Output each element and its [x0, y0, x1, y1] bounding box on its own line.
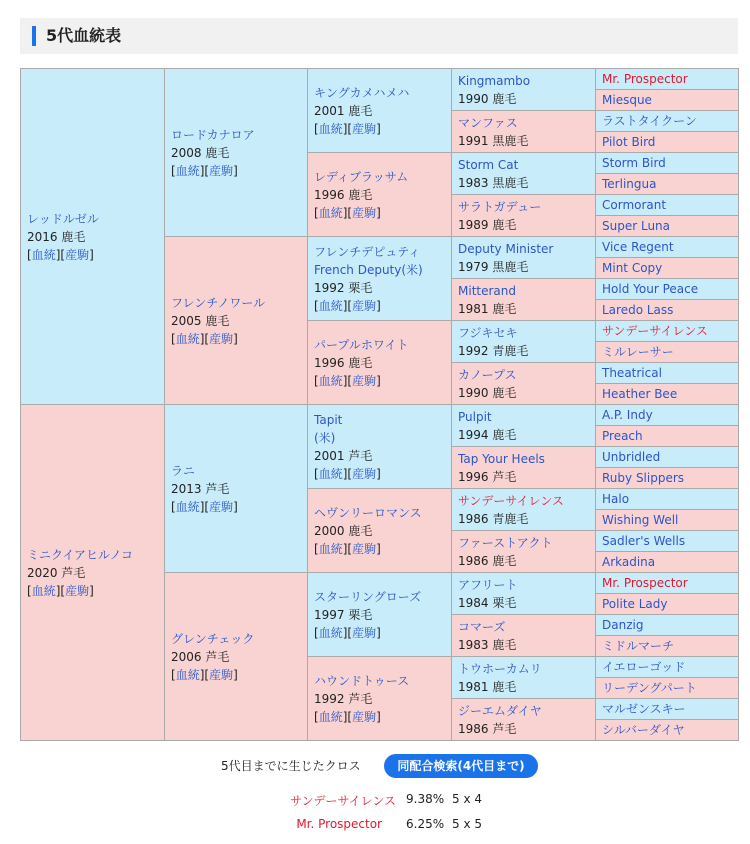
horse-name-link[interactable]: ジーエムダイヤ: [458, 703, 542, 718]
bracket-sep: ][: [199, 163, 210, 178]
horse-name-link[interactable]: ヘヴンリーロマンス: [314, 505, 422, 520]
horse-info: 2001 鹿毛: [314, 103, 373, 118]
horse-name-link[interactable]: Ruby Slippers: [602, 471, 685, 485]
horse-name-link[interactable]: Laredo Lass: [602, 303, 674, 317]
horse-info: 2020 芦毛: [27, 565, 86, 580]
horse-links: [314, 297, 445, 315]
horse-name-link[interactable]: フレンチデピュティ: [314, 244, 421, 259]
pedigree-link[interactable]: 血統: [175, 667, 200, 682]
bracket-sep: ][: [199, 331, 210, 346]
bracket-open: [: [27, 583, 32, 598]
bracket-close: ]: [376, 205, 381, 220]
horse-info: 1996 鹿毛: [314, 355, 373, 370]
pedigree-link[interactable]: 血統: [318, 205, 343, 220]
horse-cell: [165, 69, 308, 237]
header-accent-bar: [32, 26, 36, 46]
horse-cell: [596, 90, 739, 111]
horse-name-link[interactable]: Storm Cat: [458, 157, 519, 172]
bracket-close: ]: [376, 373, 381, 388]
horse-links: [171, 162, 301, 180]
horse-cell: [452, 363, 596, 405]
horse-info: 1983 鹿毛: [458, 637, 517, 652]
pedigree-row: [21, 69, 739, 90]
cross-row: [0, 792, 750, 810]
horse-cell: [308, 153, 452, 237]
horse-name-link[interactable]: ラストタイクーン: [602, 114, 697, 128]
horse-cell: [452, 489, 596, 531]
horse-links: [314, 624, 445, 642]
horse-cell: [452, 657, 596, 699]
same-mating-search-button[interactable]: 同配合検索(4代目まで): [384, 754, 538, 778]
bracket-close: ]: [233, 499, 238, 514]
horse-cell: [596, 510, 739, 531]
horse-cell: [596, 258, 739, 279]
horse-cell: [596, 132, 739, 153]
horse-cell: [452, 279, 596, 321]
horse-name-link[interactable]: Kingmambo: [458, 73, 531, 88]
horse-links: [314, 120, 445, 138]
pedigree-link[interactable]: 血統: [31, 247, 56, 262]
foals-link[interactable]: 産駒: [209, 499, 234, 514]
horse-name-link[interactable]: トウホーカムリ: [458, 661, 542, 676]
horse-name-link[interactable]: マンファス: [458, 115, 518, 130]
horse-cell: [596, 636, 739, 657]
horse-cell: [452, 573, 596, 615]
horse-cell: [596, 174, 739, 195]
horse-info: 1990 鹿毛: [458, 91, 517, 106]
bracket-sep: ][: [342, 373, 353, 388]
bracket-sep: ][: [199, 667, 210, 682]
bracket-open: [: [314, 121, 319, 136]
horse-cell: [596, 615, 739, 636]
horse-cell: [452, 615, 596, 657]
cross-generations: 5 x 4: [452, 792, 482, 806]
pedigree-link[interactable]: 血統: [318, 298, 343, 313]
horse-info: 1984 栗毛: [458, 595, 517, 610]
horse-info: 1992 青鹿毛: [458, 343, 529, 358]
horse-cell: [165, 405, 308, 573]
horse-name-link[interactable]: イエローゴッド: [602, 660, 686, 674]
pedigree-link[interactable]: 血統: [318, 466, 343, 481]
horse-name-link[interactable]: グレンチェック: [171, 631, 255, 646]
pedigree-table: [20, 68, 739, 741]
horse-links: [27, 582, 158, 600]
horse-name-link[interactable]: サンデーサイレンス: [602, 324, 708, 338]
cross-label: 5代目までに生じたクロス: [221, 759, 361, 773]
horse-name-link[interactable]: ラニ: [171, 463, 196, 478]
bracket-open: [: [171, 499, 176, 514]
horse-info: 2006 芦毛: [171, 649, 230, 664]
horse-links: [314, 204, 445, 222]
horse-name-link[interactable]: Heather Bee: [602, 387, 678, 401]
horse-name-link[interactable]: Vice Regent: [602, 240, 674, 254]
horse-name-link[interactable]: スターリングローズ: [314, 589, 422, 604]
horse-name-link[interactable]: Tapit: [314, 412, 343, 427]
horse-name-link[interactable]: フジキセキ: [458, 325, 518, 340]
horse-cell: [452, 699, 596, 741]
bracket-sep: ][: [342, 709, 353, 724]
horse-info: 2001 芦毛: [314, 448, 373, 463]
bracket-open: [: [27, 247, 32, 262]
horse-info: 1996 芦毛: [458, 469, 517, 484]
cross-horse-link[interactable]: Mr. Prospector: [296, 817, 382, 831]
pedigree-link[interactable]: 血統: [175, 499, 200, 514]
horse-name-link[interactable]: Miesque: [602, 93, 652, 107]
horse-name-link[interactable]: ファーストアクト: [458, 535, 553, 550]
horse-info: 1994 鹿毛: [458, 427, 517, 442]
horse-cell: [596, 69, 739, 90]
pedigree-link[interactable]: 血統: [31, 583, 56, 598]
horse-info: 1990 鹿毛: [458, 385, 517, 400]
foals-link[interactable]: 産駒: [209, 331, 234, 346]
horse-cell: [452, 447, 596, 489]
horse-cell: [452, 111, 596, 153]
foals-link[interactable]: 産駒: [352, 121, 377, 136]
horse-name-link[interactable]: キングカメハメハ: [314, 85, 410, 100]
horse-cell: [308, 657, 452, 741]
horse-origin-link[interactable]: (米): [314, 430, 336, 445]
horse-cell: [596, 216, 739, 237]
foals-link[interactable]: 産駒: [65, 247, 90, 262]
horse-name-link[interactable]: Pilot Bird: [602, 135, 656, 149]
horse-cell: [452, 531, 596, 573]
foals-link[interactable]: 産駒: [209, 163, 234, 178]
foals-link[interactable]: 産駒: [352, 373, 377, 388]
horse-cell: [596, 657, 739, 678]
pedigree-link[interactable]: 血統: [175, 331, 200, 346]
horse-name-link[interactable]: Deputy Minister: [458, 241, 554, 256]
pedigree-link[interactable]: 血統: [175, 163, 200, 178]
horse-links: [314, 708, 445, 726]
cross-generations: 5 x 5: [452, 817, 482, 831]
horse-name-link[interactable]: Hold Your Peace: [602, 282, 699, 296]
horse-cell: [452, 405, 596, 447]
horse-info: 2008 鹿毛: [171, 145, 230, 160]
horse-cell: [21, 405, 165, 741]
horse-name-link[interactable]: Tap Your Heels: [458, 451, 545, 466]
horse-name-link[interactable]: Polite Lady: [602, 597, 668, 611]
horse-info: 1991 黒鹿毛: [458, 133, 529, 148]
pedigree-link[interactable]: 血統: [318, 709, 343, 724]
bracket-sep: ][: [199, 499, 210, 514]
horse-name-link[interactable]: アフリート: [458, 577, 518, 592]
horse-cell: [308, 489, 452, 573]
foals-link[interactable]: 産駒: [352, 625, 377, 640]
bracket-close: ]: [233, 667, 238, 682]
horse-name-link[interactable]: カノープス: [458, 367, 517, 382]
horse-name-link[interactable]: Halo: [602, 492, 630, 506]
horse-name-link[interactable]: Storm Bird: [602, 156, 666, 170]
bracket-close: ]: [89, 247, 94, 262]
foals-link[interactable]: 産駒: [352, 709, 377, 724]
horse-links: [314, 465, 445, 483]
horse-name-link[interactable]: サンデーサイレンス: [458, 493, 564, 508]
cross-horse-link[interactable]: サンデーサイレンス: [290, 794, 396, 808]
cross-row: [0, 817, 750, 835]
horse-info: 1979 黒鹿毛: [458, 259, 529, 274]
bracket-sep: ][: [342, 625, 353, 640]
horse-links: [171, 666, 301, 684]
bracket-sep: ][: [55, 583, 66, 598]
bracket-open: [: [171, 667, 176, 682]
foals-link[interactable]: 産駒: [352, 541, 377, 556]
bracket-open: [: [314, 709, 319, 724]
horse-cell: [596, 447, 739, 468]
bracket-open: [: [314, 625, 319, 640]
horse-cell: [596, 237, 739, 258]
horse-name-link[interactable]: ハウンドトゥース: [314, 673, 410, 688]
horse-info: 1981 鹿毛: [458, 301, 517, 316]
pedigree-link[interactable]: 血統: [318, 625, 343, 640]
horse-name-link[interactable]: Mint Copy: [602, 261, 663, 275]
horse-name-link[interactable]: リーデングパート: [602, 681, 697, 695]
horse-cell: [452, 195, 596, 237]
bracket-close: ]: [89, 583, 94, 598]
horse-cell: [596, 573, 739, 594]
bracket-sep: ][: [342, 121, 353, 136]
horse-links: [314, 372, 445, 390]
horse-cell: [452, 237, 596, 279]
foals-link[interactable]: 産駒: [209, 667, 234, 682]
horse-info: 1989 鹿毛: [458, 217, 517, 232]
horse-cell: [596, 300, 739, 321]
horse-cell: [596, 153, 739, 174]
pedigree-row: [21, 405, 739, 426]
foals-link[interactable]: 産駒: [352, 298, 377, 313]
section-title: 5代血統表: [46, 26, 122, 45]
horse-cell: [596, 552, 739, 573]
horse-cell: [596, 678, 739, 699]
horse-name-link[interactable]: Wishing Well: [602, 513, 679, 527]
foals-link[interactable]: 産駒: [65, 583, 90, 598]
pedigree-link[interactable]: 血統: [318, 373, 343, 388]
horse-cell: [596, 468, 739, 489]
horse-name-link[interactable]: シルバーダイヤ: [602, 723, 685, 737]
section-header: [20, 18, 738, 54]
horse-info: 2005 鹿毛: [171, 313, 230, 328]
horse-name-link[interactable]: レッドルゼル: [27, 211, 99, 226]
bracket-close: ]: [233, 163, 238, 178]
horse-name-link[interactable]: Theatrical: [602, 366, 662, 380]
horse-info: 1992 芦毛: [314, 691, 373, 706]
horse-name-link[interactable]: Mitterand: [458, 283, 516, 298]
horse-cell: [165, 573, 308, 741]
bracket-open: [: [314, 373, 319, 388]
bracket-sep: ][: [342, 541, 353, 556]
horse-cell: [308, 321, 452, 405]
horse-name-link[interactable]: Mr. Prospector: [602, 576, 688, 590]
horse-name-link[interactable]: コマーズ: [458, 619, 506, 634]
horse-name-link[interactable]: Preach: [602, 429, 643, 443]
horse-cell: [21, 69, 165, 405]
horse-info: 1986 鹿毛: [458, 553, 517, 568]
horse-cell: [165, 237, 308, 405]
cross-percent: 6.25%: [406, 817, 445, 831]
bracket-open: [: [314, 205, 319, 220]
horse-name-link[interactable]: Unbridled: [602, 450, 661, 464]
horse-name-link[interactable]: ロードカナロア: [171, 127, 255, 142]
horse-cell: [596, 426, 739, 447]
horse-name-link[interactable]: Cormorant: [602, 198, 667, 212]
horse-cell: [596, 384, 739, 405]
bracket-sep: ][: [342, 298, 353, 313]
horse-cell: [596, 111, 739, 132]
bracket-close: ]: [376, 121, 381, 136]
horse-info: 1986 青鹿毛: [458, 511, 529, 526]
horse-name-link[interactable]: マルゼンスキー: [602, 702, 686, 716]
horse-links: [27, 246, 158, 264]
foals-link[interactable]: 産駒: [352, 466, 377, 481]
bracket-open: [: [171, 163, 176, 178]
bracket-open: [: [314, 466, 319, 481]
pedigree-link[interactable]: 血統: [318, 541, 343, 556]
horse-cell: [308, 237, 452, 321]
horse-info: 2000 鹿毛: [314, 523, 373, 538]
horse-name-link[interactable]: ミニクイアヒルノコ: [27, 547, 133, 562]
horse-cell: [452, 153, 596, 195]
horse-name-link[interactable]: Pulpit: [458, 409, 492, 424]
horse-name-link[interactable]: A.P. Indy: [602, 408, 653, 422]
horse-cell: [596, 720, 739, 741]
horse-name-link[interactable]: フレンチノワール: [171, 295, 266, 310]
horse-cell: [596, 363, 739, 384]
horse-name-link[interactable]: Mr. Prospector: [602, 72, 688, 86]
horse-cell: [308, 69, 452, 153]
horse-cell: [596, 279, 739, 300]
horse-info: 1997 栗毛: [314, 607, 373, 622]
horse-info: 2013 芦毛: [171, 481, 230, 496]
horse-cell: [596, 195, 739, 216]
horse-info: 1983 黒鹿毛: [458, 175, 529, 190]
horse-name-link[interactable]: パープルホワイト: [314, 337, 409, 352]
horse-links: [314, 540, 445, 558]
horse-info: 1996 鹿毛: [314, 187, 373, 202]
horse-info: 1992 栗毛: [314, 280, 373, 295]
horse-name-link[interactable]: ミドルマーチ: [602, 639, 675, 653]
horse-name-link[interactable]: サラトガデュー: [458, 199, 542, 214]
horse-cell: [452, 69, 596, 111]
horse-name-link[interactable]: Danzig: [602, 618, 644, 632]
bracket-close: ]: [376, 709, 381, 724]
horse-info: 2016 鹿毛: [27, 229, 86, 244]
bracket-close: ]: [233, 331, 238, 346]
cross-section: [0, 754, 750, 778]
bracket-open: [: [314, 541, 319, 556]
horse-cell: [596, 405, 739, 426]
horse-name-link[interactable]: ミルレーサー: [602, 345, 674, 359]
horse-name-link[interactable]: Sadler's Wells: [602, 534, 686, 548]
horse-links: [171, 498, 301, 516]
horse-cell: [596, 489, 739, 510]
bracket-sep: ][: [55, 247, 66, 262]
horse-cell: [596, 531, 739, 552]
horse-cell: [596, 321, 739, 342]
bracket-close: ]: [376, 466, 381, 481]
bracket-open: [: [171, 331, 176, 346]
horse-info: 1986 芦毛: [458, 721, 517, 736]
horse-cell: [596, 342, 739, 363]
horse-name-link[interactable]: レディブラッサム: [314, 169, 409, 184]
horse-cell: [452, 321, 596, 363]
bracket-open: [: [314, 298, 319, 313]
cross-percent: 9.38%: [406, 792, 445, 806]
bracket-sep: ][: [342, 466, 353, 481]
foals-link[interactable]: 産駒: [352, 205, 377, 220]
horse-cell: [308, 405, 452, 489]
horse-info: 1981 鹿毛: [458, 679, 517, 694]
horse-name-link[interactable]: Super Luna: [602, 219, 671, 233]
horse-cell: [596, 699, 739, 720]
horse-name-link[interactable]: Terlingua: [602, 177, 657, 191]
bracket-close: ]: [376, 625, 381, 640]
bracket-close: ]: [376, 541, 381, 556]
pedigree-link[interactable]: 血統: [318, 121, 343, 136]
horse-name-link[interactable]: Arkadina: [602, 555, 656, 569]
horse-origin-link[interactable]: French Deputy(米): [314, 262, 423, 277]
horse-cell: [596, 594, 739, 615]
horse-links: [171, 330, 301, 348]
bracket-sep: ][: [342, 205, 353, 220]
bracket-close: ]: [376, 298, 381, 313]
horse-cell: [308, 573, 452, 657]
